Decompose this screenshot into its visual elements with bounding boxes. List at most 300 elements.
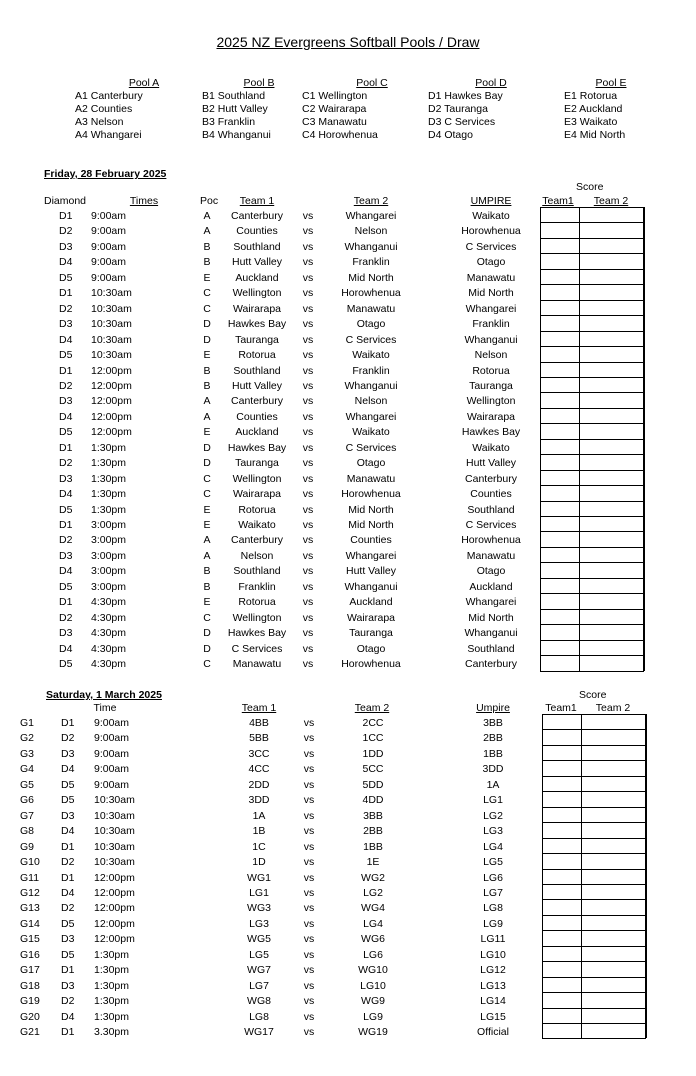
diamond-cell: D3 bbox=[59, 318, 73, 331]
game-cell: G6 bbox=[20, 794, 35, 807]
header-times: Times bbox=[129, 195, 159, 207]
team2-cell: Manawatu bbox=[346, 302, 396, 315]
time-cell: 10:30am bbox=[94, 856, 135, 869]
umpire-cell: 1A bbox=[486, 778, 500, 791]
pool-cell: B bbox=[203, 565, 211, 578]
team1-cell: LG1 bbox=[249, 886, 269, 899]
grid-line bbox=[542, 1023, 646, 1024]
vs-cell: vs bbox=[303, 732, 315, 745]
time-cell: 12:00pm bbox=[91, 379, 132, 392]
vs-cell: vs bbox=[302, 549, 314, 562]
grid-line bbox=[540, 439, 644, 440]
grid-line bbox=[542, 776, 646, 777]
game-cell: G13 bbox=[20, 902, 40, 915]
team2-cell: Otago bbox=[356, 318, 386, 331]
time-cell: 1:30pm bbox=[91, 503, 127, 516]
team1-cell: 1B bbox=[252, 825, 266, 838]
game-cell: G3 bbox=[20, 747, 35, 760]
vs-cell: vs bbox=[303, 809, 315, 822]
grid-line bbox=[540, 331, 644, 332]
umpire-cell: LG15 bbox=[480, 1010, 506, 1023]
team2-cell: WG2 bbox=[361, 871, 385, 884]
team2-cell: LG10 bbox=[360, 979, 386, 992]
diamond-cell: D3 bbox=[59, 240, 73, 253]
pool-heading: Pool D bbox=[475, 77, 507, 89]
pool-cell: E bbox=[203, 426, 211, 439]
time-cell: 12:00pm bbox=[94, 933, 135, 946]
pool-team: D2 Tauranga bbox=[428, 103, 488, 115]
team1-cell: 3DD bbox=[248, 794, 270, 807]
vs-cell: vs bbox=[303, 871, 315, 884]
grid-line bbox=[542, 869, 646, 870]
team1-cell: Rotorua bbox=[238, 503, 276, 516]
grid-line bbox=[540, 238, 644, 239]
pool-cell: D bbox=[203, 441, 211, 454]
team2-cell: Wairarapa bbox=[346, 611, 396, 624]
team2-cell: Whangarei bbox=[345, 549, 397, 562]
diamond-cell: D5 bbox=[59, 349, 73, 362]
team2-cell: 2BB bbox=[363, 825, 383, 838]
team2-cell: Whanganui bbox=[344, 240, 398, 253]
team2-cell: Horowhenua bbox=[341, 488, 401, 501]
grid-line bbox=[540, 207, 541, 671]
team1-cell: Hutt Valley bbox=[232, 379, 282, 392]
saturday-score-label: Score bbox=[579, 689, 607, 701]
game-cell: G16 bbox=[20, 948, 40, 961]
header-score-team1: Team1 bbox=[542, 195, 574, 207]
team1-cell: Counties bbox=[236, 410, 278, 423]
umpire-cell: Canterbury bbox=[465, 472, 517, 485]
grid-line bbox=[645, 714, 647, 1038]
team1-cell: Wellington bbox=[232, 472, 282, 485]
diamond-cell: D3 bbox=[61, 979, 75, 992]
time-cell: 10:30am bbox=[94, 825, 135, 838]
team1-cell: Canterbury bbox=[231, 534, 283, 547]
team1-cell: Wellington bbox=[232, 611, 282, 624]
pool-cell: B bbox=[203, 240, 211, 253]
team1-cell: Rotorua bbox=[238, 349, 276, 362]
vs-cell: vs bbox=[302, 503, 314, 516]
team2-cell: 1DD bbox=[362, 747, 384, 760]
vs-cell: vs bbox=[302, 302, 314, 315]
team1-cell: Canterbury bbox=[231, 210, 283, 222]
team1-cell: Auckland bbox=[235, 271, 279, 284]
diamond-cell: D3 bbox=[61, 747, 75, 760]
diamond-cell: D4 bbox=[59, 333, 73, 346]
pool-team: E4 Mid North bbox=[564, 129, 626, 141]
umpire-cell: C Services bbox=[465, 519, 517, 531]
pool-cell: A bbox=[203, 410, 211, 423]
grid-line bbox=[542, 745, 646, 746]
umpire-cell: Waikato bbox=[472, 441, 510, 454]
time-cell: 1:30pm bbox=[91, 457, 127, 470]
vs-cell: vs bbox=[303, 778, 315, 791]
umpire-cell: Franklin bbox=[472, 318, 510, 331]
team2-cell: LG4 bbox=[363, 917, 383, 930]
game-cell: G15 bbox=[20, 933, 40, 946]
team1-cell: 4CC bbox=[248, 763, 270, 776]
vs-cell: vs bbox=[302, 240, 314, 253]
umpire-cell: LG14 bbox=[480, 995, 506, 1008]
team1-cell: 1D bbox=[252, 856, 266, 869]
diamond-cell: D4 bbox=[59, 565, 73, 578]
time-cell: 9:00am bbox=[91, 240, 127, 253]
pool-cell: D bbox=[203, 333, 211, 346]
vs-cell: vs bbox=[302, 596, 314, 609]
grid-line bbox=[540, 269, 644, 270]
diamond-cell: D1 bbox=[59, 441, 73, 454]
team2-cell: Franklin bbox=[352, 364, 390, 377]
team1-cell: Southland bbox=[233, 565, 281, 578]
umpire-cell: Mid North bbox=[468, 287, 514, 300]
time-cell: 12:00pm bbox=[94, 871, 135, 884]
time-cell: 10:30am bbox=[91, 318, 132, 331]
diamond-cell: D2 bbox=[59, 611, 73, 624]
team1-cell: WG7 bbox=[247, 964, 271, 977]
vs-cell: vs bbox=[302, 441, 314, 454]
vs-cell: vs bbox=[303, 747, 315, 760]
team1-cell: Tauranga bbox=[235, 457, 279, 470]
umpire-cell: 1BB bbox=[483, 747, 503, 760]
pool-cell: C bbox=[203, 302, 211, 315]
header-umpire: UMPIRE bbox=[470, 195, 512, 207]
diamond-cell: D3 bbox=[59, 395, 73, 408]
team1-cell: Southland bbox=[233, 364, 281, 377]
team2-cell: 5DD bbox=[362, 778, 384, 791]
team2-cell: WG6 bbox=[361, 933, 385, 946]
header-score-team2: Team 2 bbox=[595, 702, 631, 714]
vs-cell: vs bbox=[303, 964, 315, 977]
time-cell: 12:00pm bbox=[91, 410, 132, 423]
pool-cell: C bbox=[203, 611, 211, 624]
time-cell: 3:00pm bbox=[91, 565, 127, 578]
team1-cell: Counties bbox=[236, 225, 278, 238]
time-cell: 9:00am bbox=[94, 732, 130, 745]
game-cell: G19 bbox=[20, 995, 40, 1008]
team1-cell: 3CC bbox=[248, 747, 270, 760]
header-diamond: Diamond bbox=[44, 195, 87, 207]
diamond-cell: D2 bbox=[59, 379, 73, 392]
grid-line bbox=[542, 822, 646, 823]
pool-cell: C bbox=[203, 287, 211, 300]
header-score-team2: Team 2 bbox=[593, 195, 629, 207]
team1-cell: WG5 bbox=[247, 933, 271, 946]
grid-line bbox=[542, 807, 646, 808]
time-cell: 9:00am bbox=[91, 210, 127, 222]
team1-cell: LG3 bbox=[249, 917, 269, 930]
time-cell: 12:00pm bbox=[94, 902, 135, 915]
game-cell: G1 bbox=[20, 717, 35, 729]
umpire-cell: LG1 bbox=[483, 794, 503, 807]
umpire-cell: LG4 bbox=[483, 840, 503, 853]
vs-cell: vs bbox=[303, 794, 315, 807]
pool-cell: A bbox=[203, 549, 211, 562]
vs-cell: vs bbox=[303, 979, 315, 992]
game-cell: G7 bbox=[20, 809, 35, 822]
umpire-cell: Hutt Valley bbox=[466, 457, 516, 470]
diamond-cell: D3 bbox=[61, 809, 75, 822]
grid-line bbox=[540, 392, 644, 393]
pool-team: B1 Southland bbox=[202, 90, 266, 102]
team2-cell: LG2 bbox=[363, 886, 383, 899]
team2-cell: Waikato bbox=[352, 349, 390, 362]
game-cell: G17 bbox=[20, 964, 40, 977]
time-cell: 3.30pm bbox=[94, 1026, 130, 1038]
team2-cell: Waikato bbox=[352, 426, 390, 439]
team2-cell: Whanganui bbox=[344, 379, 398, 392]
diamond-cell: D1 bbox=[61, 840, 75, 853]
vs-cell: vs bbox=[302, 287, 314, 300]
time-cell: 10:30am bbox=[91, 302, 132, 315]
umpire-cell: LG12 bbox=[480, 964, 506, 977]
vs-cell: vs bbox=[303, 902, 315, 915]
diamond-cell: D3 bbox=[59, 549, 73, 562]
time-cell: 1:30pm bbox=[94, 964, 130, 977]
game-cell: G2 bbox=[20, 732, 35, 745]
header-time: Time bbox=[93, 702, 117, 714]
pool-cell: A bbox=[203, 534, 211, 547]
grid-line bbox=[542, 853, 646, 854]
team2-cell: Tauranga bbox=[349, 627, 393, 640]
time-cell: 9:00am bbox=[94, 778, 130, 791]
umpire-cell: Whanganui bbox=[464, 627, 518, 640]
umpire-cell: Wairarapa bbox=[466, 410, 516, 423]
vs-cell: vs bbox=[302, 349, 314, 362]
pool-cell: A bbox=[203, 395, 211, 408]
grid-line bbox=[540, 377, 644, 378]
grid-line bbox=[542, 884, 646, 885]
grid-line bbox=[643, 207, 645, 671]
vs-cell: vs bbox=[302, 519, 314, 531]
grid-line bbox=[540, 222, 644, 223]
vs-cell: vs bbox=[302, 580, 314, 593]
team2-cell: WG9 bbox=[361, 995, 385, 1008]
team1-cell: Hawkes Bay bbox=[227, 627, 287, 640]
team2-cell: Otago bbox=[356, 642, 386, 655]
header-team1: Team 1 bbox=[239, 195, 275, 207]
team1-cell: WG8 bbox=[247, 995, 271, 1008]
team1-cell: Hutt Valley bbox=[232, 256, 282, 269]
umpire-cell: Whanganui bbox=[464, 333, 518, 346]
vs-cell: vs bbox=[302, 472, 314, 485]
umpire-cell: LG6 bbox=[483, 871, 503, 884]
umpire-cell: Whangarei bbox=[465, 302, 517, 315]
grid-line bbox=[540, 578, 644, 579]
vs-cell: vs bbox=[303, 948, 315, 961]
vs-cell: vs bbox=[302, 333, 314, 346]
grid-line bbox=[540, 655, 644, 656]
vs-cell: vs bbox=[302, 611, 314, 624]
pool-team: B2 Hutt Valley bbox=[202, 103, 268, 115]
umpire-cell: LG5 bbox=[483, 856, 503, 869]
grid-line bbox=[542, 838, 646, 839]
team1-cell: Southland bbox=[233, 240, 281, 253]
time-cell: 12:00pm bbox=[94, 917, 135, 930]
game-cell: G4 bbox=[20, 763, 35, 776]
grid-line bbox=[540, 284, 644, 285]
team2-cell: 5CC bbox=[362, 763, 384, 776]
game-cell: G14 bbox=[20, 917, 40, 930]
pool-team: E3 Waikato bbox=[564, 116, 618, 128]
diamond-cell: D1 bbox=[61, 871, 75, 884]
umpire-cell: LG9 bbox=[483, 917, 503, 930]
vs-cell: vs bbox=[303, 995, 315, 1008]
umpire-cell: Horowhenua bbox=[461, 534, 521, 547]
grid-line bbox=[540, 253, 644, 254]
time-cell: 4:30pm bbox=[91, 627, 127, 640]
diamond-cell: D1 bbox=[59, 364, 73, 377]
vs-cell: vs bbox=[303, 1026, 315, 1038]
umpire-cell: C Services bbox=[465, 240, 517, 253]
pool-team: C4 Horowhenua bbox=[302, 129, 378, 141]
diamond-cell: D4 bbox=[59, 256, 73, 269]
diamond-cell: D5 bbox=[61, 948, 75, 961]
umpire-cell: Nelson bbox=[474, 349, 508, 362]
grid-line bbox=[542, 714, 646, 715]
pool-team: A1 Canterbury bbox=[75, 90, 143, 102]
diamond-cell: D4 bbox=[61, 1010, 75, 1023]
pool-cell: B bbox=[203, 364, 211, 377]
time-cell: 1:30pm bbox=[94, 948, 130, 961]
time-cell: 1:30pm bbox=[94, 995, 130, 1008]
diamond-cell: D1 bbox=[61, 964, 75, 977]
vs-cell: vs bbox=[302, 318, 314, 331]
vs-cell: vs bbox=[302, 271, 314, 284]
pool-team: B3 Franklin bbox=[202, 116, 256, 128]
umpire-cell: Manawatu bbox=[466, 271, 516, 284]
diamond-cell: D1 bbox=[61, 717, 75, 729]
pool-cell: D bbox=[203, 642, 211, 655]
pool-cell: E bbox=[203, 271, 211, 284]
team2-cell: 2CC bbox=[362, 717, 384, 729]
time-cell: 9:00am bbox=[91, 271, 127, 284]
vs-cell: vs bbox=[302, 395, 314, 408]
pool-cell: C bbox=[203, 658, 211, 671]
team1-cell: Hawkes Bay bbox=[227, 318, 287, 331]
pool-cell: D bbox=[203, 318, 211, 331]
grid-line bbox=[540, 485, 644, 486]
diamond-cell: D2 bbox=[59, 302, 73, 315]
team1-cell: Wellington bbox=[232, 287, 282, 300]
team1-cell: LG5 bbox=[249, 948, 269, 961]
grid-line bbox=[542, 961, 646, 962]
umpire-cell: Horowhenua bbox=[461, 225, 521, 238]
grid-line bbox=[540, 207, 644, 208]
team1-cell: Tauranga bbox=[235, 333, 279, 346]
diamond-cell: D5 bbox=[59, 580, 73, 593]
diamond-cell: D4 bbox=[59, 410, 73, 423]
pool-cell: E bbox=[203, 349, 211, 362]
team1-cell: 1A bbox=[252, 809, 266, 822]
grid-line bbox=[540, 362, 644, 363]
team2-cell: Mid North bbox=[348, 503, 394, 516]
team1-cell: Manawatu bbox=[232, 658, 282, 671]
grid-line bbox=[581, 714, 582, 1038]
grid-line bbox=[540, 671, 644, 672]
pool-team: C3 Manawatu bbox=[302, 116, 367, 128]
diamond-cell: D1 bbox=[59, 287, 73, 300]
diamond-cell: D2 bbox=[61, 732, 75, 745]
umpire-cell: Hawkes Bay bbox=[461, 426, 521, 439]
team2-cell: 1E bbox=[366, 856, 380, 869]
team1-cell: Rotorua bbox=[238, 596, 276, 609]
saturday-heading: Saturday, 1 March 2025 bbox=[46, 689, 162, 701]
team2-cell: Manawatu bbox=[346, 472, 396, 485]
page-title: 2025 NZ Evergreens Softball Pools / Draw bbox=[216, 34, 480, 50]
team2-cell: Franklin bbox=[352, 256, 390, 269]
umpire-cell: Manawatu bbox=[466, 549, 516, 562]
team2-cell: LG6 bbox=[363, 948, 383, 961]
friday-score-label: Score bbox=[576, 181, 604, 193]
header-score-team1: Team1 bbox=[545, 702, 577, 714]
time-cell: 10:30am bbox=[94, 794, 135, 807]
pool-cell: A bbox=[203, 210, 211, 222]
team1-cell: Auckland bbox=[235, 426, 279, 439]
game-cell: G18 bbox=[20, 979, 40, 992]
umpire-cell: LG8 bbox=[483, 902, 503, 915]
pool-cell: E bbox=[203, 519, 211, 531]
team1-cell: Wairarapa bbox=[232, 302, 282, 315]
umpire-cell: Tauranga bbox=[469, 379, 513, 392]
umpire-cell: LG3 bbox=[483, 825, 503, 838]
pool-heading: Pool B bbox=[243, 77, 275, 89]
team1-cell: Wairarapa bbox=[232, 488, 282, 501]
diamond-cell: D2 bbox=[61, 995, 75, 1008]
grid-line bbox=[542, 1008, 646, 1009]
time-cell: 3:00pm bbox=[91, 580, 127, 593]
game-cell: G5 bbox=[20, 778, 35, 791]
diamond-cell: D5 bbox=[61, 917, 75, 930]
grid-line bbox=[540, 454, 644, 455]
vs-cell: vs bbox=[303, 825, 315, 838]
pool-heading: Pool E bbox=[595, 77, 627, 89]
team1-cell: LG8 bbox=[249, 1010, 269, 1023]
time-cell: 10:30am bbox=[91, 333, 132, 346]
vs-cell: vs bbox=[302, 627, 314, 640]
time-cell: 1:30pm bbox=[91, 472, 127, 485]
pool-cell: A bbox=[203, 225, 211, 238]
time-cell: 12:00pm bbox=[91, 426, 132, 439]
diamond-cell: D4 bbox=[61, 825, 75, 838]
team2-cell: 1CC bbox=[362, 732, 384, 745]
game-cell: G11 bbox=[20, 871, 40, 884]
diamond-cell: D5 bbox=[61, 794, 75, 807]
team1-cell: LG7 bbox=[249, 979, 269, 992]
time-cell: 4:30pm bbox=[91, 658, 127, 671]
time-cell: 4:30pm bbox=[91, 596, 127, 609]
pool-cell: D bbox=[203, 627, 211, 640]
vs-cell: vs bbox=[303, 933, 315, 946]
umpire-cell: Wellington bbox=[466, 395, 516, 408]
vs-cell: vs bbox=[302, 225, 314, 238]
umpire-cell: Southland bbox=[467, 642, 515, 655]
team2-cell: 3BB bbox=[363, 809, 383, 822]
diamond-cell: D2 bbox=[61, 902, 75, 915]
umpire-cell: LG10 bbox=[480, 948, 506, 961]
team2-cell: 4DD bbox=[362, 794, 384, 807]
team1-cell: Franklin bbox=[238, 580, 276, 593]
team2-cell: Horowhenua bbox=[341, 287, 401, 300]
pool-cell: C bbox=[203, 488, 211, 501]
diamond-cell: D1 bbox=[59, 596, 73, 609]
grid-line bbox=[542, 946, 646, 947]
game-cell: G10 bbox=[20, 856, 40, 869]
umpire-cell: 3DD bbox=[482, 763, 504, 776]
vs-cell: vs bbox=[302, 457, 314, 470]
team2-cell: C Services bbox=[345, 441, 397, 454]
grid-line bbox=[579, 207, 580, 671]
grid-line bbox=[540, 624, 644, 625]
